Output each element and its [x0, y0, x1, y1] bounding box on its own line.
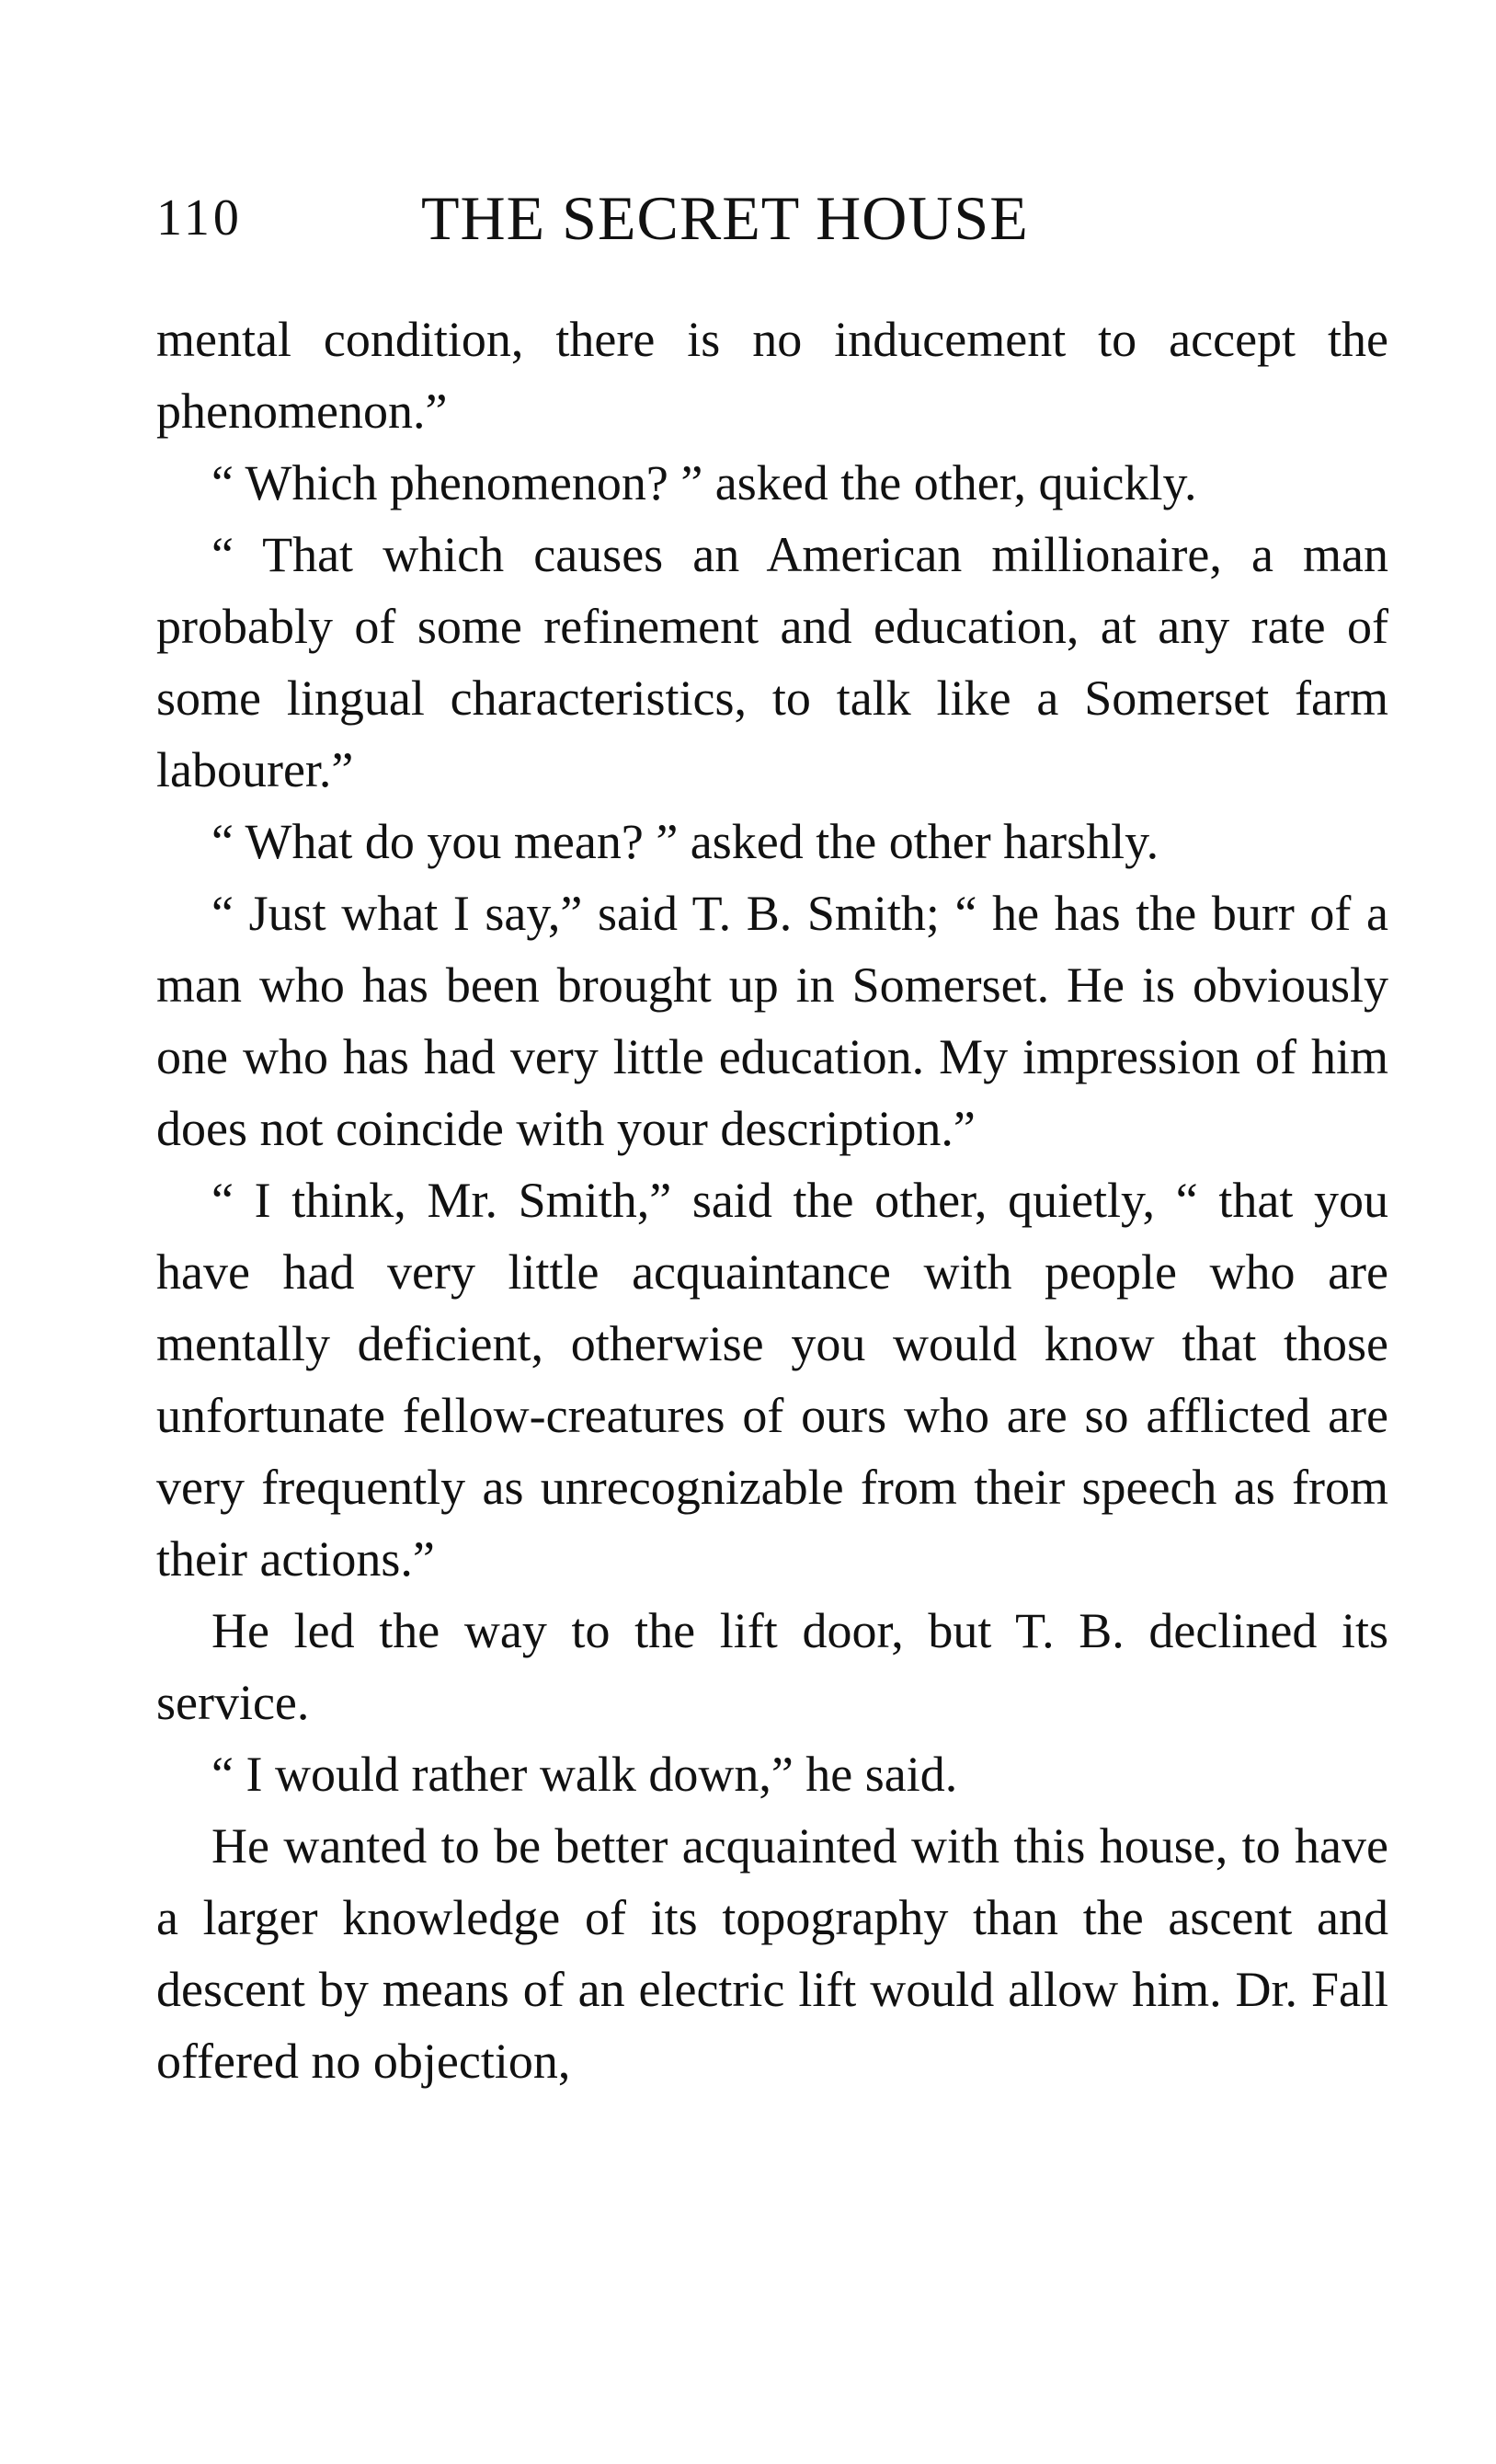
paragraph-9: He wanted to be better acquainted with this house, to have a larger knowledge of its topography than the ascent and descent by means of an electric lift would allow him. Dr. Fall offered no objection,	[156, 1818, 1388, 2089]
paragraph-2: “ Which phenomenon? ” asked the other, quickly.	[211, 455, 1197, 510]
paragraph-4: “ What do you mean? ” asked the other harshly.	[211, 814, 1159, 869]
paragraph-1: mental condition, there is no inducement to accept the phenomenon.”	[156, 312, 1388, 439]
page-number: 110	[156, 189, 243, 246]
running-title: THE SECRET HOUSE	[421, 183, 1029, 253]
page-header	[156, 177, 1388, 259]
paragraph-3: “ That which causes an American millionaire, a man probably of some refinement and education, at any rate of some lingual characteristics, to talk like a Somerset farm labourer.”	[156, 527, 1388, 797]
paragraph-6: “ I think, Mr. Smith,” said the other, quietly, “ that you have had very little acquaintance with people who are mentally deficient, otherwise you would know that those unfortunate fellow-creatures of ours who are so afflicted are very frequently as unrecognizable from their speech as from their actions.”	[156, 1173, 1388, 1587]
paragraph-8: “ I would rather walk down,” he said.	[211, 1747, 958, 1802]
paragraph-7: He led the way to the lift door, but T. B. declined its service.	[156, 1603, 1388, 1730]
body-text	[156, 304, 1388, 2097]
paragraph-5: “ Just what I say,” said T. B. Smith; “ he has the burr of a man who has been brought up in Somerset. He is obviously one who has had very little education. My impression of him does not coincide with your description.”	[156, 886, 1388, 1156]
